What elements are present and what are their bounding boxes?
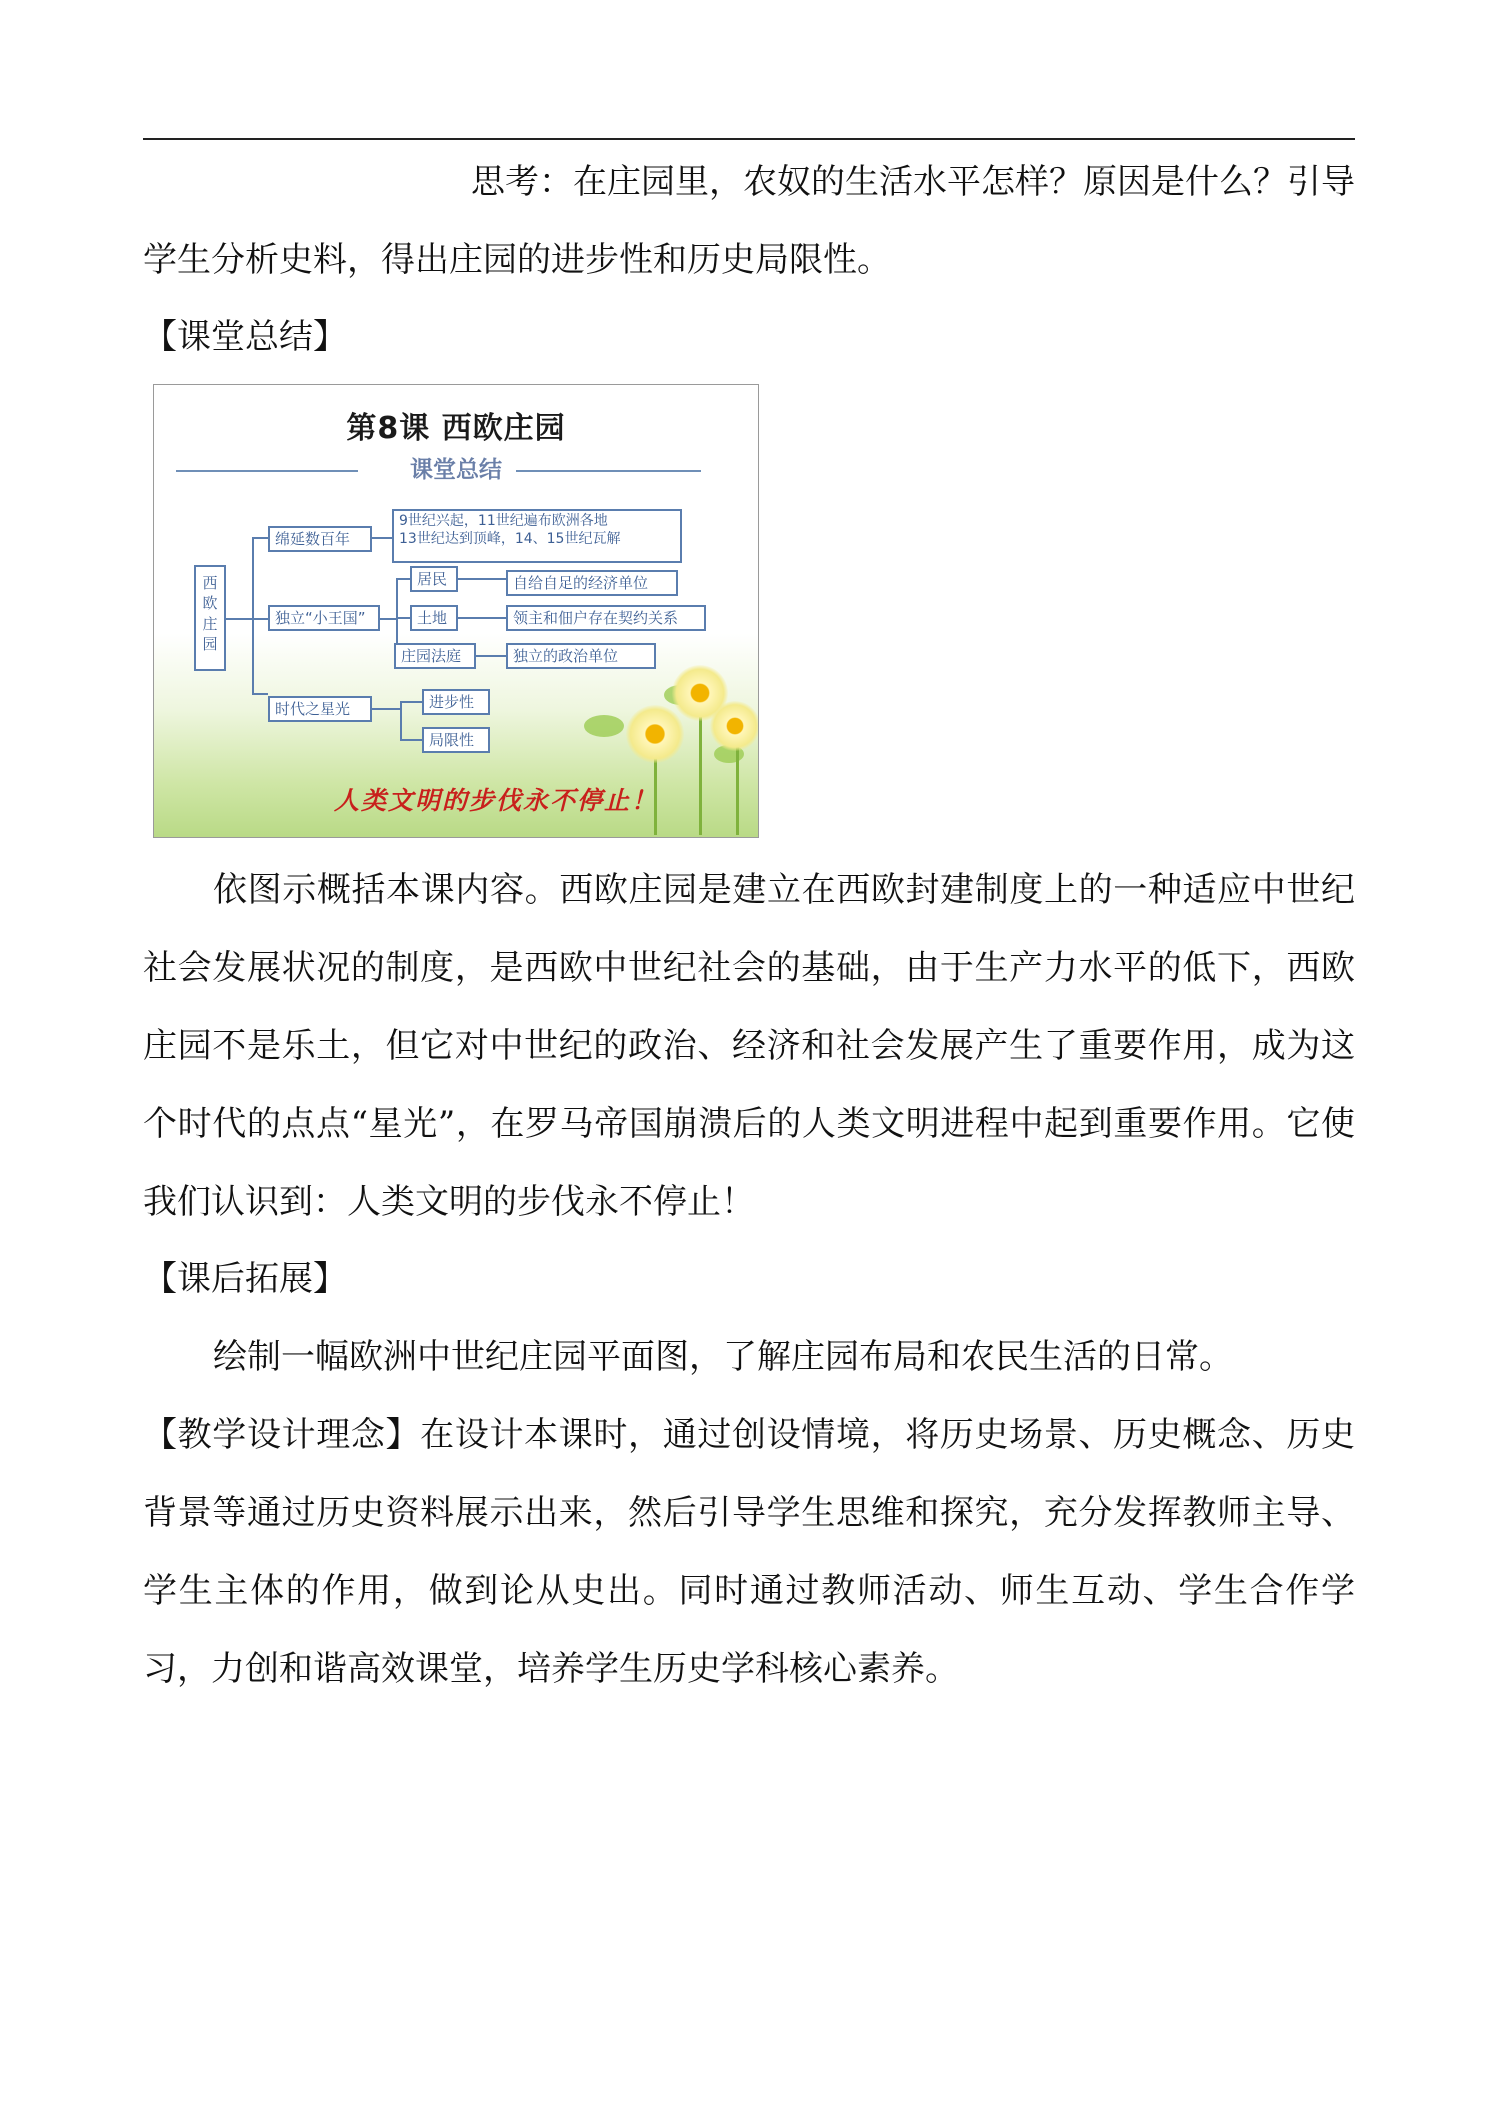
leaf-decoration	[584, 715, 624, 737]
sub-land: 土地	[410, 605, 458, 631]
note-line: 9世纪兴起，11世纪遍布欧洲各地	[399, 513, 608, 529]
connector	[476, 655, 506, 657]
connector	[400, 701, 402, 741]
branch-star-of-era: 时代之星光	[268, 696, 372, 722]
connector	[400, 701, 422, 703]
branch-centuries: 绵延数百年	[268, 526, 372, 552]
note-land: 领主和佃户存在契约关系	[506, 605, 706, 631]
connector	[252, 537, 268, 539]
think-line-1: 思考：在庄园里，农奴的生活水平怎样？原因是什么？引导	[471, 162, 1355, 202]
lesson-summary-slide	[153, 384, 759, 838]
connector	[226, 618, 254, 620]
connector	[252, 537, 254, 695]
connector	[252, 618, 268, 620]
daffodil-icon	[710, 701, 759, 751]
design-philosophy-paragraph: 【教学设计理念】在设计本课时，通过创设情境，将历史场景、历史概念、历史背景等通过历史资料展示出来，然后引导学生思维和探究，充分发挥教师主导、学生主体的作用，做到论从史出。同时通过教师活动、师生互动、学生合作学习，力创和谐高效课堂，培养学生历史学科核心素养。	[143, 1415, 1355, 1689]
summary-paragraph: 依图示概括本课内容。西欧庄园是建立在西欧封建制度上的一种适应中世纪社会发展状况的制度，是西欧中世纪社会的基础，由于生产力水平的低下，西欧庄园不是乐土，但它对中世纪的政治、经济和社会发展产生了重要作用，成为这个时代的点点“星光”，在罗马帝国崩溃后的人类文明进程中起到重要作用。它使我们认识到：人类文明的步伐永不停止！	[143, 870, 1355, 1222]
sub-residents: 居民	[410, 566, 458, 592]
branch-centuries-note	[392, 509, 682, 563]
root-box: 西欧庄园	[194, 565, 226, 671]
sub-manor-court: 庄园法庭	[394, 643, 476, 669]
branch-independent-kingdom: 独立“小王国”	[268, 605, 380, 631]
note-residents: 自给自足的经济单位	[506, 570, 678, 596]
daffodil-icon	[626, 705, 684, 763]
connector	[400, 739, 422, 741]
slide-title: 第8课 西欧庄园	[346, 411, 566, 446]
connector	[372, 708, 402, 710]
note-line: 13世纪达到顶峰，14、15世纪瓦解	[399, 530, 621, 547]
sub-progressiveness: 进步性	[422, 689, 490, 715]
slide-slogan: 人类文明的步伐永不停止！	[334, 786, 659, 815]
connector	[396, 578, 410, 580]
slide-subtitle: 课堂总结	[410, 457, 502, 483]
think-line-2: 学生分析史料，得出庄园的进步性和历史局限性。	[143, 240, 891, 280]
note-manor-court: 独立的政治单位	[506, 643, 656, 669]
connector	[396, 617, 410, 619]
connector	[372, 537, 392, 539]
sub-limitations: 局限性	[422, 727, 490, 753]
summary-heading: 【课堂总结】	[143, 317, 347, 357]
header-rule	[143, 138, 1355, 140]
extension-paragraph: 绘制一幅欧洲中世纪庄园平面图，了解庄园布局和农民生活的日常。	[213, 1337, 1233, 1377]
extension-heading: 【课后拓展】	[143, 1259, 347, 1299]
connector	[458, 617, 506, 619]
connector	[252, 693, 268, 695]
